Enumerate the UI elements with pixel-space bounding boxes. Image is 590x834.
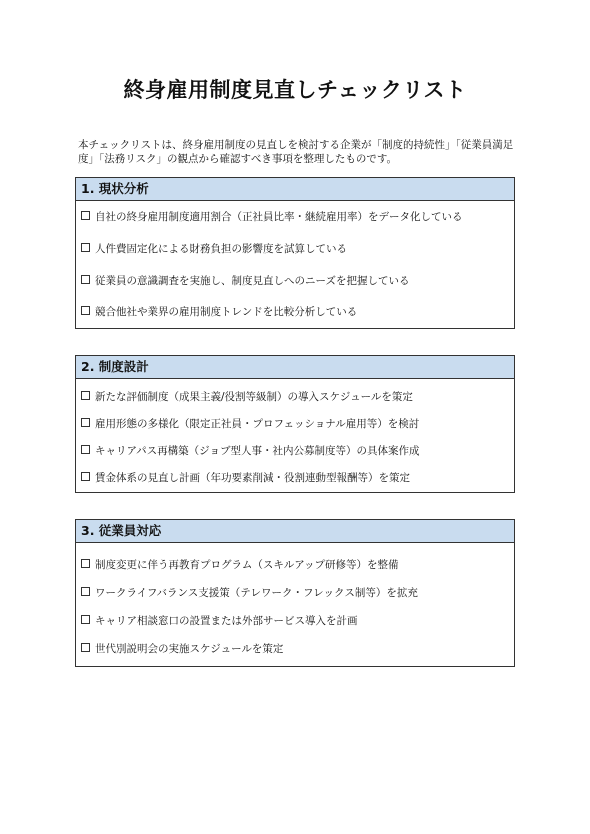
checkbox-icon[interactable] <box>81 615 90 624</box>
checklist-item-label: 人件費固定化による財務負担の影響度を試算している <box>95 243 347 255</box>
checklist-item-label: キャリア相談窓口の設置または外部サービス導入を計画 <box>95 615 358 627</box>
checkbox-icon[interactable] <box>81 243 90 252</box>
checklist-item-label: 世代別説明会の実施スケジュールを策定 <box>95 643 284 655</box>
checklist-item[interactable] <box>81 471 410 485</box>
checklist-item[interactable] <box>81 210 463 224</box>
checklist-item[interactable] <box>81 274 409 288</box>
checklist-item[interactable] <box>81 558 399 572</box>
checklist-item[interactable] <box>81 305 357 319</box>
page-title: 終身雇用制度見直しチェックリスト <box>123 78 467 102</box>
section-system-design <box>75 355 515 493</box>
section-current-analysis <box>75 177 515 329</box>
checkbox-icon[interactable] <box>81 306 90 315</box>
checkbox-icon[interactable] <box>81 472 90 481</box>
checkbox-icon[interactable] <box>81 587 90 596</box>
checkbox-icon[interactable] <box>81 275 90 284</box>
checklist-item-label: 従業員の意識調査を実施し、制度見直しへのニーズを把握している <box>95 275 410 287</box>
checklist-item-label: 競合他社や業界の雇用制度トレンドを比較分析している <box>95 306 358 318</box>
section-employee-support <box>75 519 515 667</box>
checklist-item[interactable] <box>81 444 419 458</box>
intro-paragraph: 本チェックリストは、終身雇用制度の見直しを検討する企業が「制度的持続性」「従業員満足度」「法務リスク」の観点から確認すべき事項を整理したものです。 <box>78 139 514 165</box>
checklist-item[interactable] <box>81 614 358 628</box>
checklist-item-label: 制度変更に伴う再教育プログラム（スキルアップ研修等）を整備 <box>95 559 399 571</box>
checkbox-icon[interactable] <box>81 418 90 427</box>
checkbox-icon[interactable] <box>81 445 90 454</box>
checklist-item[interactable] <box>81 242 347 256</box>
checklist-item[interactable] <box>81 390 413 404</box>
checkbox-icon[interactable] <box>81 559 90 568</box>
section-heading: 2. 制度設計 <box>76 356 514 379</box>
checklist-item-label: キャリアパス再構築（ジョブ型人事・社内公募制度等）の具体案作成 <box>95 445 420 457</box>
section-heading: 1. 現状分析 <box>76 178 514 201</box>
checkbox-icon[interactable] <box>81 211 90 220</box>
checklist-item-label: ワークライフバランス支援策（テレワーク・フレックス制等）を拡充 <box>95 587 418 599</box>
checkbox-icon[interactable] <box>81 643 90 652</box>
checkbox-icon[interactable] <box>81 391 90 400</box>
checklist-item-label: 新たな評価制度（成果主義/役割等級制）の導入スケジュールを策定 <box>95 391 413 403</box>
section-heading: 3. 従業員対応 <box>76 520 514 543</box>
checklist-item-label: 賃金体系の見直し計画（年功要素削減・役割連動型報酬等）を策定 <box>95 472 410 484</box>
checklist-item[interactable] <box>81 586 418 600</box>
checklist-item-label: 雇用形態の多様化（限定正社員・プロフェッショナル雇用等）を検討 <box>95 418 420 430</box>
checklist-item-label: 自社の終身雇用制度適用割合（正社員比率・継続雇用率）をデータ化している <box>95 211 463 223</box>
checklist-item[interactable] <box>81 417 419 431</box>
checklist-item[interactable] <box>81 642 283 656</box>
